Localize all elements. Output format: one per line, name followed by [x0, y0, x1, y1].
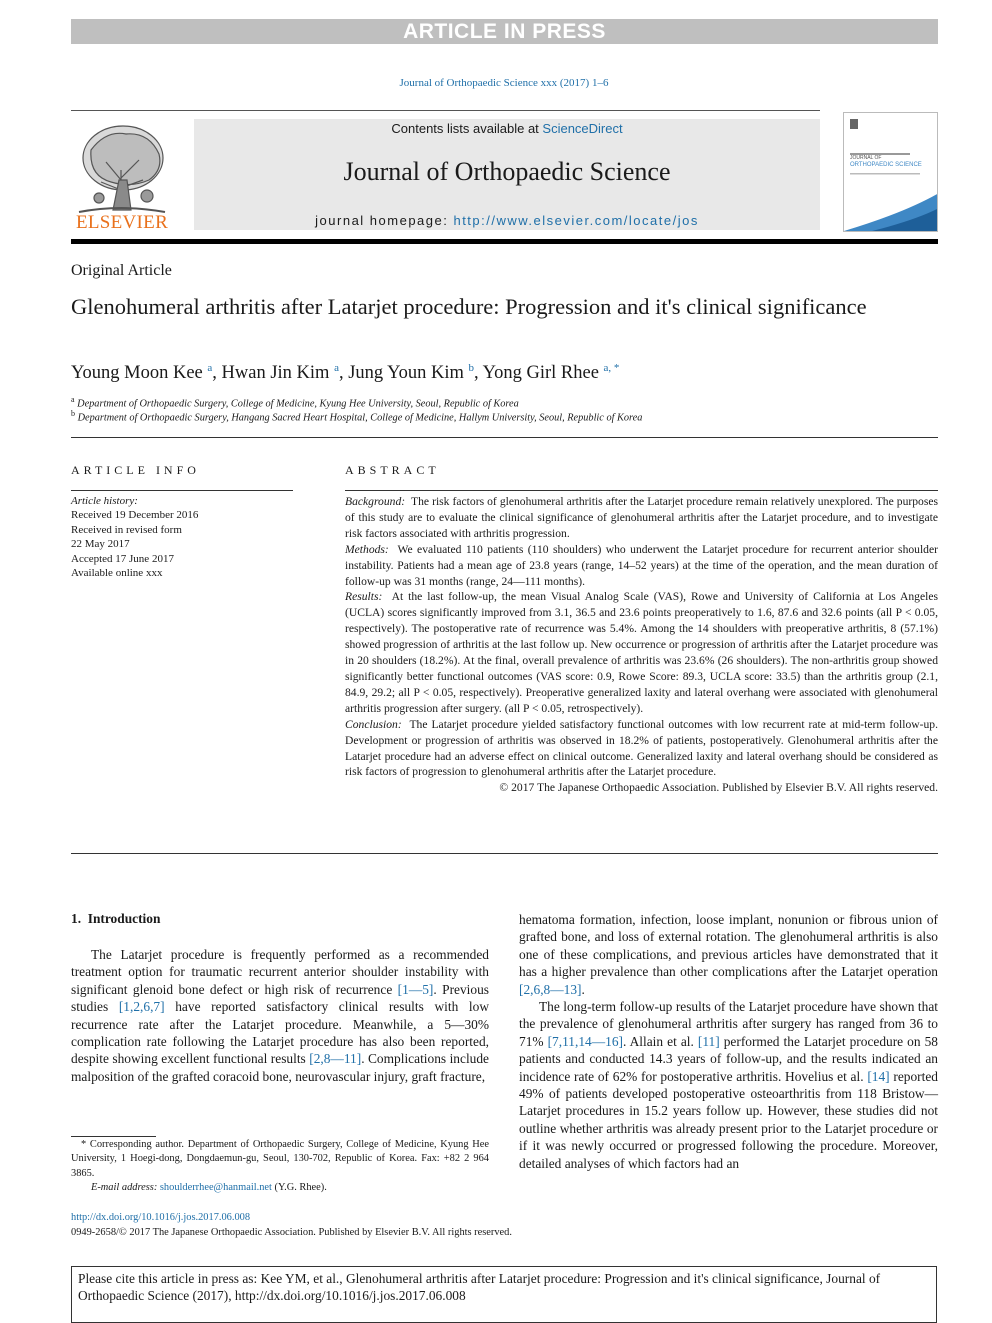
body-text: performed the Latarjet procedure on 58 patients and conducted 14.3 years of follow-up, and the results indicated an incidence rate of 62% for postoperative arthritis. Hovelius et al. [519, 1033, 938, 1084]
affiliation-label: a [71, 395, 75, 404]
footnote-text: * Corresponding author. Department of Orthopaedic Surgery, College of Medicine, Kyung Hee University, 1 Hoegi-dong, Dongdaemun-gu, Seoul, 130-702, Republic of Korea. Fax: +82 2 964 3865. [71, 1139, 489, 1179]
article-info-heading: ARTICLE INFO [71, 463, 200, 477]
abstract-label: Methods: [345, 542, 389, 556]
abstract-label: Results: [345, 590, 383, 604]
introduction-heading: 1. Introduction [71, 911, 161, 926]
citation-link[interactable]: [2,8—11] [309, 1051, 362, 1067]
article-history [71, 494, 198, 580]
abstract-text: At the last follow-up, the mean Visual Analog Scale (VAS), Rowe and University of California at Los Angeles (UCLA) scores significantly improved from 3.1, 36.5 and 23.6 points preoperatively to 1.6, 87.6 and 32.6 points (all P < 0.05, respectively). The postoperative rate of recurrence was 5.4%. Among the 14 shoulders with preoperative arthritis, 8 (57.1%) showed progression of arthritis at the last follow up. New occurrence or progression of arthritis after the Latarjet procedure was in 20 shoulders (18.2%). At the final, overall prevalence of arthritis was 23.6% (26 shoulders). The non-arthritis group showed significantly better functional outcomes (VAS score: 0.9, Rowe Score: 89.3, UCLA score: 33.5) than the arthritis group (2.1, 84.9, 29.2; all P < 0.05, respectively). Preoperative generalized laxity and lateral overhang were associated with glenohumeral arthritis progression after surgery. (all P < 0.05, retrospectively). [345, 590, 938, 715]
journal-cover-thumbnail[interactable] [843, 112, 938, 232]
email-link[interactable]: shoulderrhee@hanmail.net [159, 1182, 272, 1194]
body-text: reported 49% of patients developed postoperative osteoarthritis from 118 Bristow—Latarjet procedures in 15.2 years follow up. However, these studies did not outline whether arthritis was already present prior to the Latarjet procedure or if it was newly occurred or progressed following the procedure. Moreover, detailed analyses of which factors had an [519, 1068, 938, 1171]
citation-box: Please cite this article in press as: Kee YM, et al., Glenohumeral arthritis after Latarjet procedure: Progression and it's clinical significance, Journal of Orthopaedic Science (2017), http://dx.doi.org/10.1016/j.jos.2017.06.008 [71, 1266, 937, 1323]
author-affiliation-marker[interactable]: a [207, 362, 213, 374]
abstract-text: The Latarjet procedure yielded satisfactory functional outcomes with low recurrent rate at mid-term follow-up. Development or progression of arthritis was observed in 18.2% of patients, postoperatively. Glenohumeral arthritis after the Latarjet procedure had an adverse effect on clinical outcome. Generalized laxity and lateral overhang should be considered as risk factors of progression to glenohumeral arthritis after the Latarjet procedure. [345, 717, 938, 779]
paragraph [71, 946, 489, 1085]
masthead-bottom-rule [71, 239, 938, 244]
history-label: Article history: [71, 495, 138, 507]
journal-homepage-line [194, 213, 820, 228]
journal-title: Journal of Orthopaedic Science [343, 157, 671, 186]
issn-copyright: 0949-2658/© 2017 The Japanese Orthopaedic Association. Published by Elsevier B.V. All rights reserved. [71, 1227, 512, 1238]
cover-art [844, 113, 938, 232]
author-affiliation-marker[interactable]: a, * [603, 362, 620, 374]
footnote-rule [71, 1136, 156, 1137]
email-suffix: (Y.G. Rhee). [271, 1182, 327, 1194]
author-name[interactable]: Yong Girl Rhee [482, 363, 599, 384]
divider [345, 490, 938, 491]
body-text: . Allain et al. [622, 1033, 698, 1049]
citation-link[interactable]: [2,6,8—13] [519, 981, 582, 997]
contents-prefix: Contents lists available at [391, 121, 543, 136]
journal-reference-link[interactable]: Journal of Orthopaedic Science xxx (2017) 1–6 [399, 77, 609, 89]
history-item: Accepted 17 June 2017 [71, 552, 174, 565]
corresponding-author-footnote [71, 1138, 489, 1196]
abstract-background [345, 494, 938, 542]
abstract-results [345, 589, 938, 716]
affiliation-text: Department of Orthopaedic Surgery, College of Medicine, Kyung Hee University, Seoul, Republic of Korea [77, 398, 519, 410]
history-item: Received in revised form [71, 523, 182, 536]
body-text: The long-term follow-up results of the Latarjet procedure have shown that the prevalence of glenohumeral arthritis after surgery has ranged from 36 to 71% [519, 999, 938, 1049]
body-text: . Previous studies [71, 981, 489, 1015]
abstract-text: We evaluated 110 patients (110 shoulders) who underwent the Latarjet procedure for recurrent anterior shoulder instability. Patients had a mean age of 23.8 years (range, 14–52 years) at the time of the operation, and the mean duration of follow-up was 31 months (range, 24—111 months). [345, 542, 938, 588]
article-type: Original Article [71, 262, 172, 279]
body-text: have reported satisfactory clinical results with low recurrence rate after the Latarjet procedure. Meanwhile, a 5—30% complication rate following the Latarjet procedure has also been reported, despite showing excellent functional results [71, 999, 489, 1067]
body-text: . [581, 981, 585, 997]
affiliation-label: b [71, 409, 75, 418]
email-label: E-mail address: [91, 1182, 158, 1194]
author-name[interactable]: Hwan Jin Kim [221, 363, 330, 384]
abstract-conclusion [345, 717, 938, 781]
body-text: . Complications include malposition of the grafted coracoid bone, neurovascular injury, graft fracture, [71, 1051, 489, 1084]
affiliation [71, 395, 519, 409]
author-name[interactable]: Jung Youn Kim [348, 363, 464, 384]
cover-title-line2: ORTHOPAEDIC SCIENCE [850, 162, 922, 168]
author-affiliation-marker[interactable]: a [334, 362, 339, 374]
citation-link[interactable]: [7,11,14—16] [547, 1033, 623, 1049]
divider [71, 490, 293, 491]
divider [71, 853, 938, 854]
elsevier-wordmark: ELSEVIER [75, 212, 169, 233]
doi-link[interactable]: http://dx.doi.org/10.1016/j.jos.2017.06.008 [71, 1212, 251, 1223]
affiliation-text: Department of Orthopaedic Surgery, Hangang Sacred Heart Hospital, College of Medicine, Hallym University, Seoul, Republic of Korea [77, 412, 643, 424]
paragraph [519, 998, 938, 1172]
citation-link[interactable]: [1,2,6,7] [118, 999, 165, 1015]
abstract-text: The risk factors of glenohumeral arthritis after the Latarjet procedure remain relatively unexplored. The purposes of this study are to evaluate the clinical significance of glenohumeral arthritis after the Latarjet procedure, and to investigate risk factors associated with arthritis progression. [345, 495, 938, 540]
contents-available-line [194, 121, 820, 136]
abstract-methods [345, 542, 938, 590]
homepage-link[interactable]: http://www.elsevier.com/locate/jos [453, 213, 699, 228]
footnote-email-line [71, 1181, 489, 1195]
author-list: Young Moon Kee $^a$, Hwan Jin Kim $^a$, Jung Youn Kim $^b$, Yong Girl Rhee $^{a, *}$ [71, 362, 620, 384]
abstract-body [345, 494, 938, 796]
citation-link[interactable]: [1—5] [397, 981, 434, 997]
body-column-left [71, 946, 489, 1085]
author-name[interactable]: Young Moon Kee [71, 363, 203, 384]
abstract-label: Background: [345, 495, 406, 508]
citation-link[interactable]: [14] [867, 1068, 890, 1084]
masthead-top-rule [71, 110, 820, 111]
body-column-right [519, 911, 938, 1172]
author-affiliation-marker[interactable]: b [468, 362, 474, 374]
history-item: Received 19 December 2016 [71, 509, 199, 522]
abstract-copyright: © 2017 The Japanese Orthopaedic Association. Published by Elsevier B.V. All rights reserved. [499, 781, 938, 795]
affiliation [71, 409, 642, 423]
homepage-prefix: journal homepage: [315, 213, 454, 228]
citation-link[interactable]: [11] [697, 1033, 720, 1049]
body-text: hematoma formation, infection, loose implant, nonunion or fibrous union of grafted bone, and loss of external rotation. The glenohumeral arthritis is also one of these complications, and previous articles have demonstrated that it has a higher prevalence than other complications after the Latarjet operation [519, 912, 938, 980]
paragraph [519, 911, 938, 998]
abstract-heading: ABSTRACT [345, 463, 440, 477]
article-in-press-banner: ARTICLE IN PRESS [71, 19, 938, 44]
cover-title-line1: JOURNAL OF [850, 155, 882, 161]
article-title: Glenohumeral arthritis after Latarjet procedure: Progression and it's clinical significance [71, 294, 867, 319]
abstract-label: Conclusion: [345, 717, 402, 731]
body-text: The Latarjet procedure is frequently performed as a recommended treatment option for traumatic recurrent anterior shoulder instability with significant glenoid bone defect or high risk of recurrence [71, 947, 489, 997]
sciencedirect-link[interactable]: ScienceDirect [542, 121, 623, 136]
history-item: 22 May 2017 [71, 538, 130, 551]
history-item: Available online xxx [71, 567, 163, 580]
divider [71, 437, 938, 438]
